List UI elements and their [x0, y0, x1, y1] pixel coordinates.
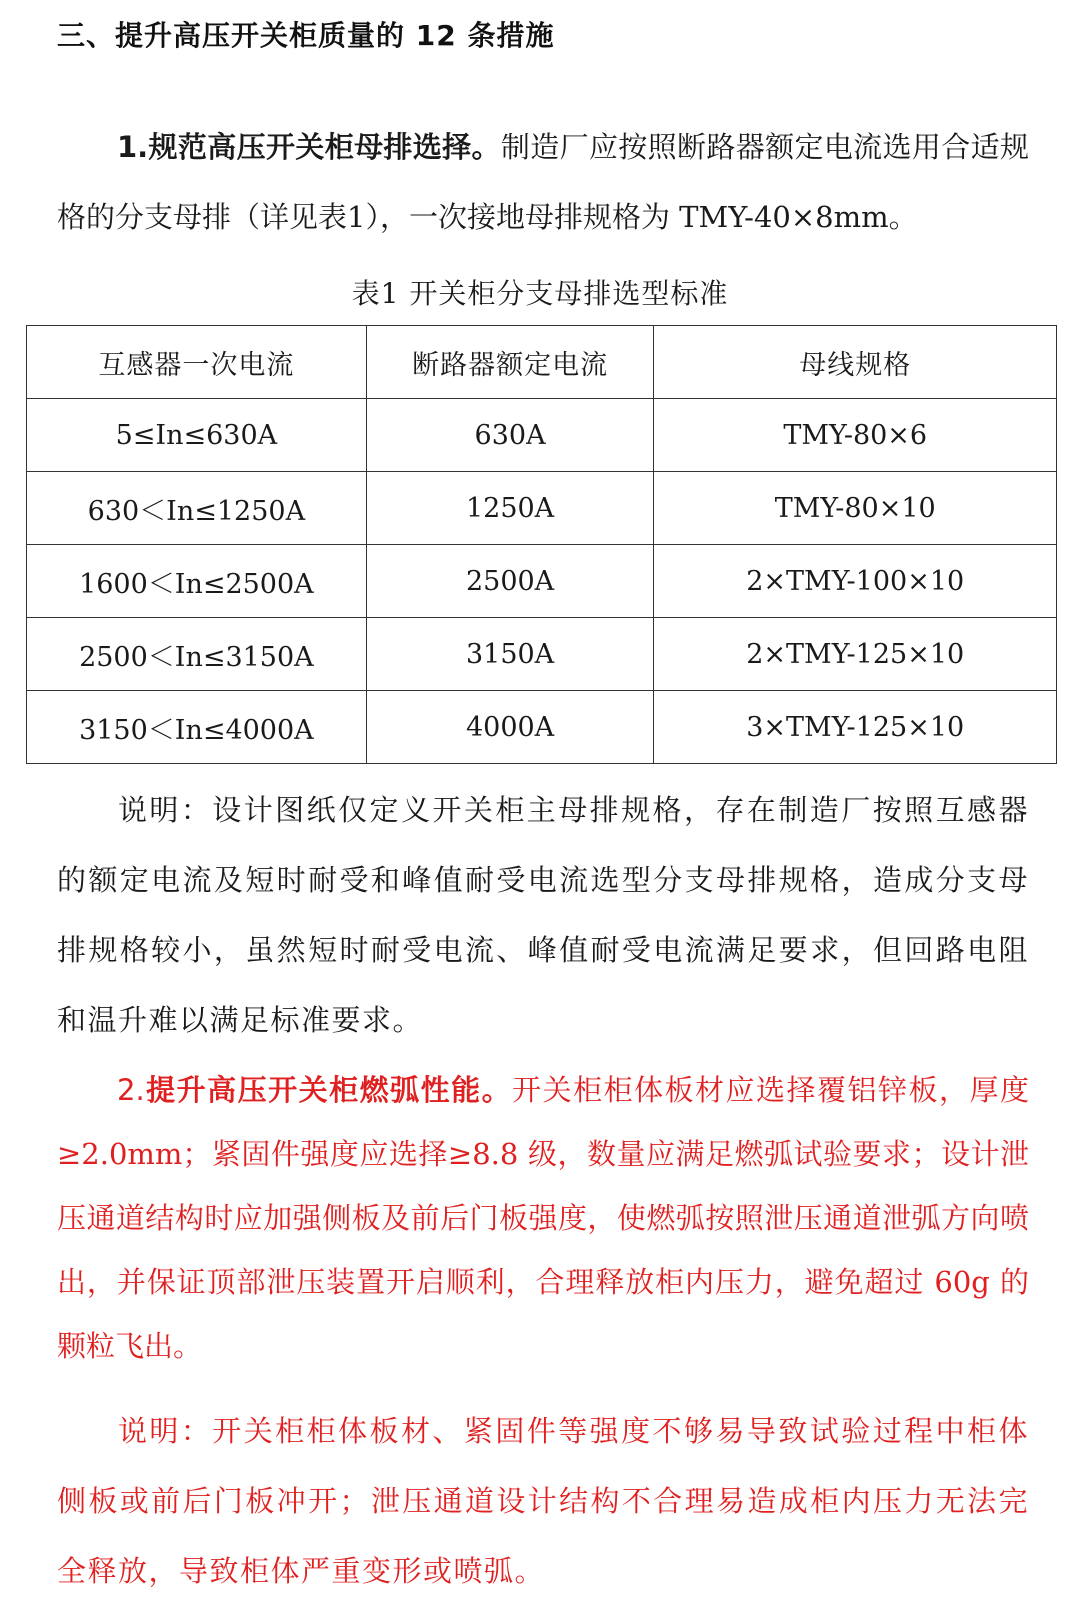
table-row — [27, 399, 1057, 472]
note-2-text: 说明：开关柜柜体板材、紧固件等强度不够易导致试验过程中柜体侧板或前后门板冲开；泄压通道设计结构不合理易造成柜内压力无法完全释放，导致柜体严重变形或喷弧。 — [57, 1414, 1029, 1588]
busbar-spec-table — [26, 325, 1057, 764]
item-2-body: 开关柜柜体板材应选择覆铝锌板，厚度≥2.0mm；紧固件强度应选择≥8.8 级，数量应满足燃弧试验要求；设计泄压通道结构时应加强侧板及前后门板强度，使燃弧按照泄压通道泄弧方向喷出，并保证顶部泄压装置开启顺利，合理释放柜内压力，避免超过 60g 的颗粒飞出。 — [57, 1073, 1029, 1363]
breaker-current-cell: 2500A — [366, 545, 654, 618]
note-1-paragraph — [57, 775, 1029, 1055]
header-ct-primary-current: 互感器一次电流 — [27, 326, 367, 399]
item-1-number: 1. — [117, 130, 149, 164]
busbar-spec-cell: TMY-80×6 — [654, 399, 1057, 472]
ct-current-cell: 2500＜In≤3150A — [27, 618, 367, 691]
item-2-paragraph — [57, 1058, 1029, 1378]
table-row — [27, 472, 1057, 545]
note-2-paragraph — [57, 1396, 1029, 1606]
table-row — [27, 691, 1057, 764]
item-1-body: 制造厂应按照断路器额定电流选用合适规格的分支母排（详见表1），一次接地母排规格为 TMY-40×8mm。 — [57, 130, 1029, 234]
section-title: 三、提升高压开关柜质量的 12 条措施 — [57, 19, 555, 52]
table-caption: 表1 开关柜分支母排选型标准 — [351, 277, 729, 310]
ct-current-cell: 5≤In≤630A — [27, 399, 367, 472]
item-1-heading: 规范高压开关柜母排选择。 — [148, 130, 501, 164]
ct-current-cell: 3150＜In≤4000A — [27, 691, 367, 764]
breaker-current-cell: 4000A — [366, 691, 654, 764]
header-breaker-rated-current: 断路器额定电流 — [366, 326, 654, 399]
header-busbar-spec: 母线规格 — [654, 326, 1057, 399]
table-header-row — [27, 326, 1057, 399]
table-row — [27, 618, 1057, 691]
busbar-spec-cell: 2×TMY-100×10 — [654, 545, 1057, 618]
item-1-paragraph — [57, 112, 1029, 252]
busbar-spec-cell: 2×TMY-125×10 — [654, 618, 1057, 691]
ct-current-cell: 1600＜In≤2500A — [27, 545, 367, 618]
busbar-spec-cell: TMY-80×10 — [654, 472, 1057, 545]
ct-current-cell: 630＜In≤1250A — [27, 472, 367, 545]
breaker-current-cell: 3150A — [366, 618, 654, 691]
busbar-spec-cell: 3×TMY-125×10 — [654, 691, 1057, 764]
item-2-number: 2. — [117, 1073, 145, 1107]
breaker-current-cell: 630A — [366, 399, 654, 472]
item-2-heading: 提升高压开关柜燃弧性能。 — [144, 1073, 513, 1107]
table-row — [27, 545, 1057, 618]
breaker-current-cell: 1250A — [366, 472, 654, 545]
note-1-text: 说明：设计图纸仅定义开关柜主母排规格，存在制造厂按照互感器的额定电流及短时耐受和峰值耐受电流选型分支母排规格，造成分支母排规格较小，虽然短时耐受电流、峰值耐受电流满足要求，但回路电阻和温升难以满足标准要求。 — [57, 793, 1029, 1037]
